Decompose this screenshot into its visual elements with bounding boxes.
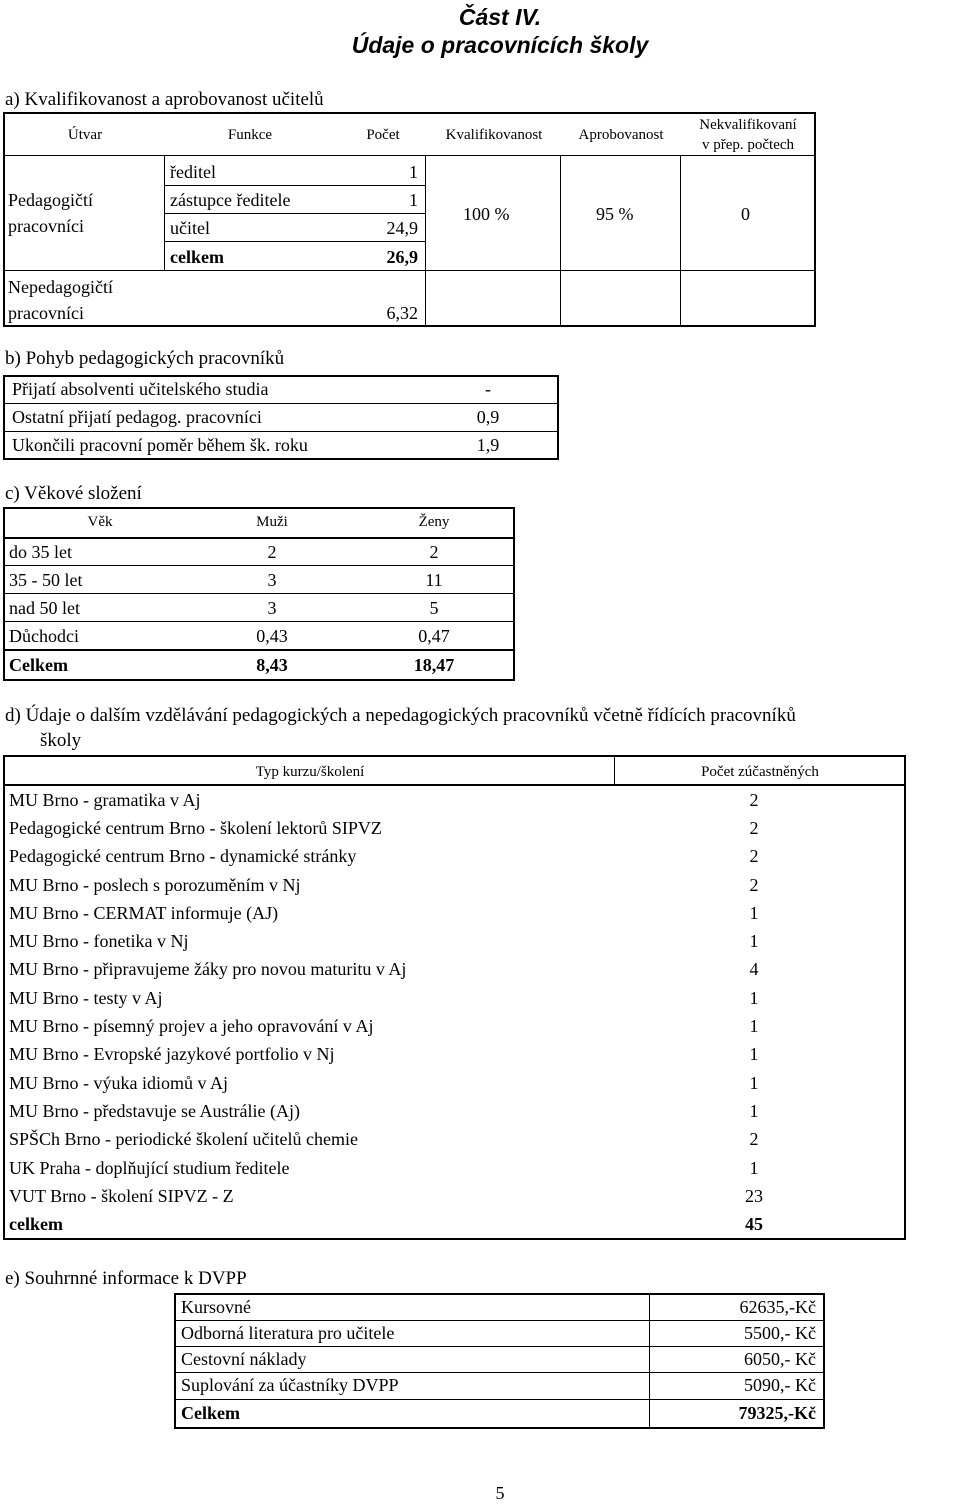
section-d-heading-2: školy — [40, 730, 82, 751]
training-row — [5, 1012, 903, 1040]
age-col-muzi: Muži — [256, 514, 288, 530]
training-row — [5, 1126, 903, 1154]
training-course: MU Brno - výuka idiomů v Aj — [9, 1072, 228, 1093]
movement-label-1: Přijatí absolventi učitelského studia — [12, 379, 269, 399]
training-count: 1 — [749, 1072, 759, 1093]
training-count: 2 — [749, 874, 759, 895]
col-pocet: Počet — [366, 127, 400, 143]
training-row — [5, 1182, 903, 1210]
funkce-reditel: ředitel — [170, 162, 216, 182]
training-count: 1 — [749, 902, 759, 923]
movement-value-1: - — [485, 379, 491, 399]
movement-label-3: Ukončili pracovní poměr během šk. roku — [12, 435, 308, 455]
dvpp-label-3: Cestovní náklady — [181, 1349, 307, 1369]
page-number: 5 — [495, 1483, 505, 1503]
dvpp-total-value: 79325,-Kč — [738, 1403, 816, 1423]
col-utvar: Útvar — [67, 127, 103, 143]
training-course: MU Brno - CERMAT informuje (AJ) — [9, 902, 279, 923]
training-course: MU Brno - fonetika v Nj — [9, 931, 189, 952]
dvpp-value-3: 6050,- Kč — [744, 1349, 816, 1369]
age-row-zeny: 5 — [429, 598, 439, 618]
ped-label-1: Pedagogičtí — [8, 190, 93, 210]
age-total-vek: Celkem — [9, 655, 68, 675]
dvpp-label-1: Kursovné — [181, 1297, 251, 1317]
training-row — [5, 1041, 903, 1069]
training-col-pocet: Počet zúčastněných — [701, 764, 819, 780]
pocet-ucitel: 24,9 — [386, 218, 418, 238]
page-title: Údaje o pracovnících školy — [351, 32, 649, 58]
training-count: 1 — [749, 1044, 759, 1065]
age-row-muzi: 3 — [267, 598, 277, 618]
dvpp-value-2: 5500,- Kč — [744, 1323, 816, 1343]
training-col-typ: Typ kurzu/školení — [255, 764, 365, 780]
movement-value-2: 0,9 — [476, 407, 500, 427]
training-course: Pedagogické centrum Brno - školení lektorů SIPVZ — [9, 817, 382, 838]
training-total-label: celkem — [9, 1214, 63, 1235]
training-course: MU Brno - gramatika v Aj — [9, 789, 201, 810]
pocet-reditel: 1 — [409, 162, 418, 182]
section-e-heading: e) Souhrnné informace k DVPP — [5, 1268, 247, 1289]
nekvalifikovani-value: 0 — [741, 204, 750, 224]
training-course: MU Brno - písemný projev a jeho opravování v Aj — [9, 1016, 374, 1037]
training-course: Pedagogické centrum Brno - dynamické stránky — [9, 846, 357, 867]
training-row — [5, 984, 903, 1012]
dvpp-value-4: 5090,- Kč — [744, 1375, 816, 1395]
age-row-zeny: 2 — [429, 542, 439, 562]
section-a-heading: a) Kvalifikovanost a aprobovanost učitelů — [5, 89, 324, 110]
neped-label-2: pracovníci — [8, 303, 84, 323]
training-row — [5, 956, 903, 984]
training-count: 1 — [749, 1016, 759, 1037]
col-nekvalifikovani: Nekvalifikovaní — [699, 117, 797, 133]
age-row-vek: do 35 let — [9, 542, 72, 562]
age-col-vek: Věk — [87, 514, 113, 530]
training-count: 2 — [749, 789, 759, 810]
dvpp-total-label: Celkem — [181, 1403, 240, 1423]
training-row — [5, 843, 903, 871]
training-count: 1 — [749, 1157, 759, 1178]
training-count: 2 — [749, 846, 759, 867]
training-row — [5, 786, 903, 814]
col-funkce: Funkce — [227, 127, 273, 143]
movement-label-2: Ostatní přijatí pedagog. pracovníci — [12, 407, 262, 427]
section-b-heading: b) Pohyb pedagogických pracovníků — [5, 348, 285, 369]
age-row-muzi: 2 — [267, 542, 277, 562]
neped-label-1: Nepedagogičtí — [8, 277, 113, 297]
training-list — [5, 786, 903, 1239]
training-course: MU Brno - připravujeme žáky pro novou maturitu v Aj — [9, 959, 407, 980]
col-nekvalifikovani-sub: v přep. počtech — [701, 137, 795, 153]
age-total-zeny: 18,47 — [413, 655, 455, 675]
training-course: MU Brno - Evropské jazykové portfolio v Nj — [9, 1044, 335, 1065]
training-row — [5, 1069, 903, 1097]
pocet-zastupce: 1 — [409, 190, 418, 210]
dvpp-label-4: Suplování za účastníky DVPP — [181, 1375, 399, 1395]
movement-value-3: 1,9 — [476, 435, 500, 455]
section-c-heading: c) Věkové složení — [5, 483, 142, 504]
age-row-vek: nad 50 let — [9, 598, 80, 618]
ped-label-2: pracovníci — [8, 216, 84, 236]
col-kvalifikovanost: Kvalifikovanost — [445, 127, 543, 143]
training-count: 2 — [749, 817, 759, 838]
training-course: SPŠCh Brno - periodické školení učitelů chemie — [9, 1129, 358, 1150]
training-course: MU Brno - představuje se Austrálie (Aj) — [9, 1100, 300, 1121]
neped-pocet: 6,32 — [386, 303, 418, 323]
age-row-muzi: 0,43 — [256, 626, 288, 646]
training-count: 4 — [749, 959, 759, 980]
training-course: MU Brno - poslech s porozuměním v Nj — [9, 874, 301, 895]
kvalifikovanost-value: 100 % — [463, 204, 510, 224]
pocet-celkem: 26,9 — [386, 247, 418, 267]
funkce-celkem: celkem — [170, 247, 224, 267]
training-total-row — [5, 1210, 903, 1238]
aprobovanost-value: 95 % — [596, 204, 634, 224]
training-course: UK Praha - doplňující studium ředitele — [9, 1157, 290, 1178]
training-row — [5, 814, 903, 842]
age-row-muzi: 3 — [267, 570, 277, 590]
training-row — [5, 1154, 903, 1182]
part-label: Část IV. — [458, 4, 542, 30]
age-total-muzi: 8,43 — [256, 655, 288, 675]
col-aprobovanost: Aprobovanost — [578, 127, 664, 143]
training-count: 23 — [745, 1185, 763, 1206]
training-total-count: 45 — [745, 1214, 763, 1235]
training-course: MU Brno - testy v Aj — [9, 987, 163, 1008]
training-count: 2 — [749, 1129, 759, 1150]
dvpp-label-2: Odborná literatura pro učitele — [181, 1323, 395, 1343]
age-row-zeny: 11 — [425, 570, 443, 590]
section-d-heading: d) Údaje o dalším vzdělávání pedagogických a nepedagogických pracovníků včetně řídících pracovníků — [5, 705, 796, 726]
training-course: VUT Brno - školení SIPVZ - Z — [9, 1185, 234, 1206]
training-row — [5, 871, 903, 899]
age-col-zeny: Ženy — [418, 514, 450, 530]
funkce-zastupce: zástupce ředitele — [170, 190, 291, 210]
training-row — [5, 927, 903, 955]
funkce-ucitel: učitel — [170, 218, 210, 238]
training-count: 1 — [749, 931, 759, 952]
dvpp-value-1: 62635,-Kč — [739, 1297, 816, 1317]
age-row-vek: Důchodci — [9, 626, 79, 646]
age-row-vek: 35 - 50 let — [9, 570, 83, 590]
age-row-zeny: 0,47 — [418, 626, 450, 646]
training-row — [5, 1097, 903, 1125]
training-count: 1 — [749, 1100, 759, 1121]
training-count: 1 — [749, 987, 759, 1008]
training-row — [5, 899, 903, 927]
